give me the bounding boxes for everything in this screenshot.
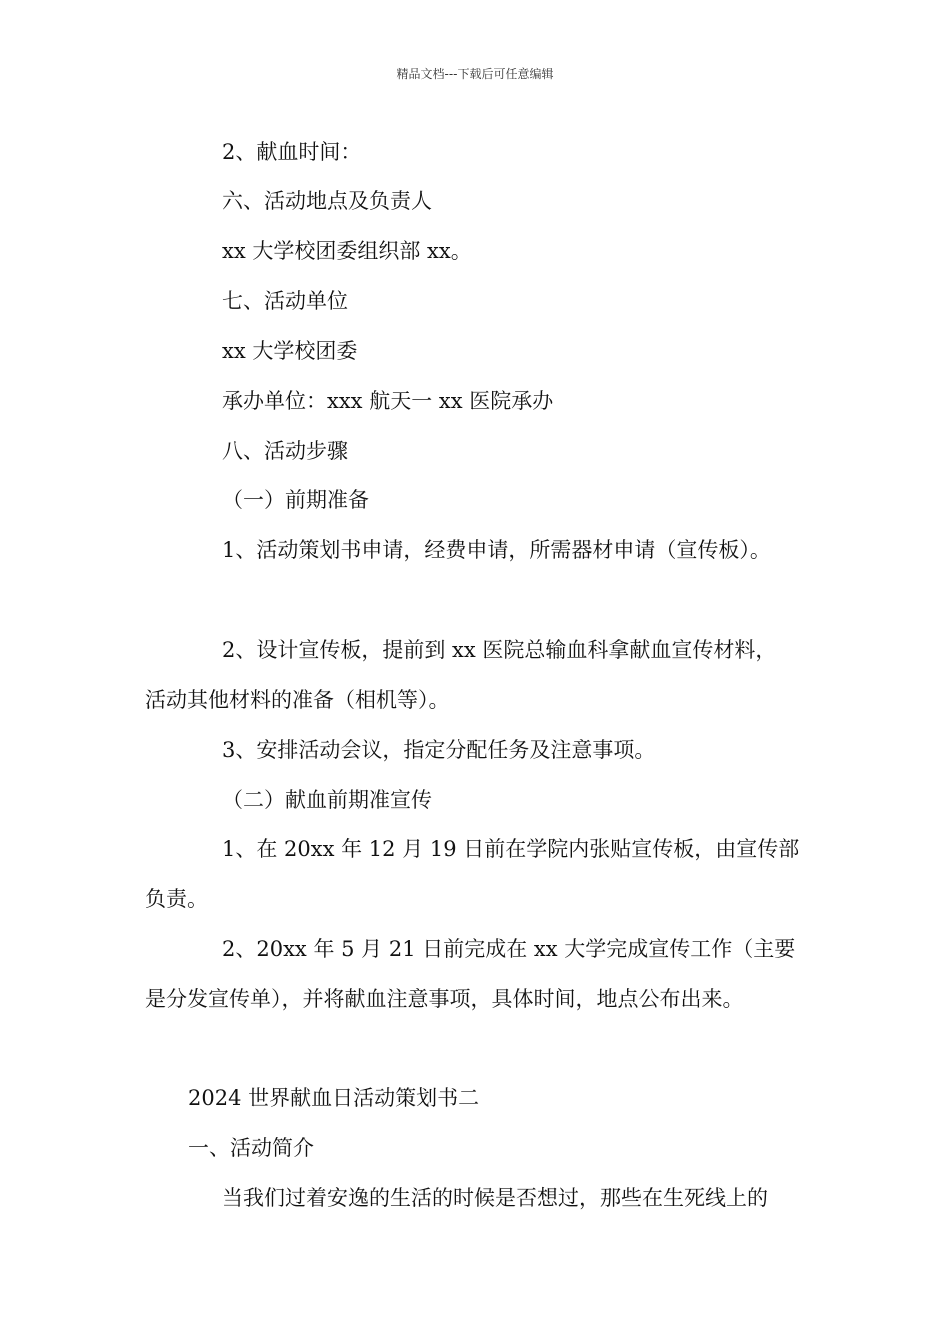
text-line-organizer-dept: xx 大学校团委组织部 xx。 (222, 239, 472, 263)
text-line-step-2-cont: 活动其他材料的准备（相机等）。 (145, 688, 450, 712)
text-line-step-3: 3、安排活动会议，指定分配任务及注意事项。 (222, 738, 656, 762)
text-line-promo-2-cont: 是分发宣传单），并将献血注意事项，具体时间，地点公布出来。 (145, 987, 744, 1011)
heading-activity-steps: 八、活动步骤 (222, 439, 348, 463)
subheading-preparation: （一）前期准备 (222, 488, 369, 512)
text-line-donation-time: 2、献血时间： (222, 140, 362, 164)
text-line-unit: xx 大学校团委 (222, 339, 358, 363)
text-line-promo-1-cont: 负责。 (145, 887, 208, 911)
text-line-co-organizer: 承办单位：xxx 航天一 xx 医院承办 (222, 389, 554, 413)
text-line-promo-1: 1、在 20xx 年 12 月 19 日前在学院内张贴宣传板，由宣传部 (222, 837, 800, 861)
text-line-step-1: 1、活动策划书申请，经费申请，所需器材申请（宣传板）。 (222, 538, 771, 562)
text-line-step-2: 2、设计宣传板，提前到 xx 医院总输血科拿献血宣传材料， (222, 638, 777, 662)
subheading-promotion: （二）献血前期准宣传 (222, 788, 432, 812)
page-header: 精品文档---下载后可任意编辑 (396, 67, 554, 81)
heading-location-and-person: 六、活动地点及负责人 (222, 189, 432, 213)
text-line-intro-1: 当我们过着安逸的生活的时候是否想过，那些在生死线上的 (222, 1186, 768, 1210)
heading-activity-intro: 一、活动简介 (188, 1136, 314, 1160)
text-line-promo-2: 2、20xx 年 5 月 21 日前完成在 xx 大学完成宣传工作（主要 (222, 937, 796, 961)
heading-activity-unit: 七、活动单位 (222, 289, 348, 313)
section-title-plan-two: 2024 世界献血日活动策划书二 (188, 1086, 480, 1110)
